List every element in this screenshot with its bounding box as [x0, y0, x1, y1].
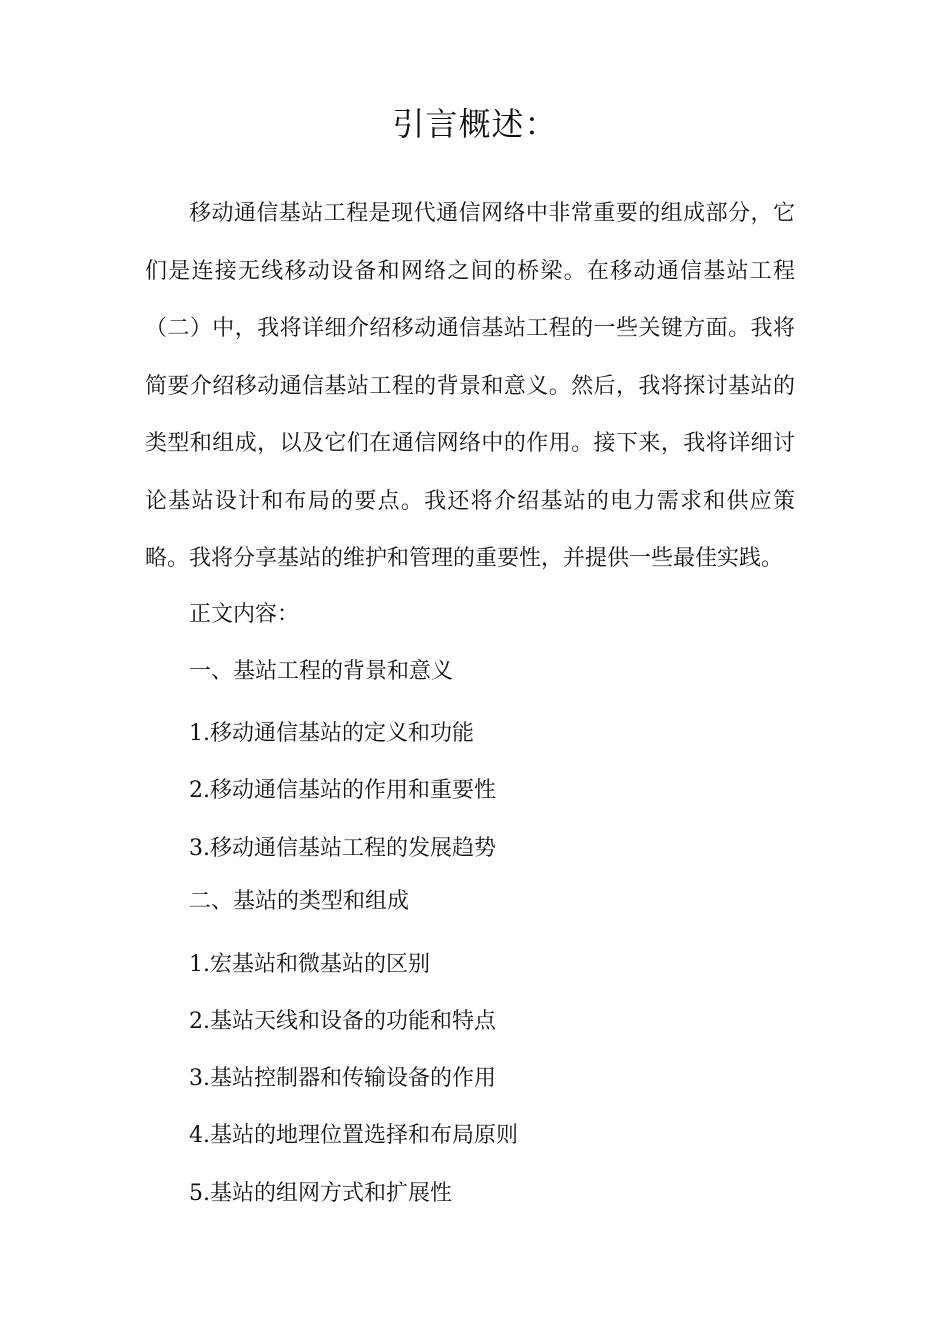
section-heading-1: 一、基站工程的背景和意义	[189, 659, 454, 684]
section-heading-2: 二、基站的类型和组成	[189, 889, 410, 914]
list-item: 5.基站的组网方式和扩展性	[189, 1181, 452, 1206]
list-item: 2.移动通信基站的作用和重要性	[189, 778, 496, 803]
body-label: 正文内容：	[189, 602, 300, 627]
intro-paragraph: 移动通信基站工程是现代通信网络中非常重要的组成部分，它们是连接无线移动设备和网络之间的桥梁。在移动通信基站工程（二）中，我将详细介绍移动通信基站工程的一些关键方面。我将简要介绍移动通信基站工程的背景和意义。然后，我将探讨基站的类型和组成，以及它们在通信网络中的作用。接下来，我将详细讨论基站设计和布局的要点。我还将介绍基站的电力需求和供应策略。我将分享基站的维护和管理的重要性，并提供一些最佳实践。	[145, 201, 795, 571]
list-item: 1.宏基站和微基站的区别	[189, 952, 430, 977]
list-item: 3.移动通信基站工程的发展趋势	[189, 836, 496, 861]
list-item: 3.基站控制器和传输设备的作用	[189, 1066, 496, 1091]
list-item: 4.基站的地理位置选择和布局原则	[189, 1123, 518, 1148]
list-item: 1.移动通信基站的定义和功能	[189, 721, 474, 746]
list-item: 2.基站天线和设备的功能和特点	[189, 1009, 496, 1034]
page-title: 引言概述：	[392, 105, 558, 143]
